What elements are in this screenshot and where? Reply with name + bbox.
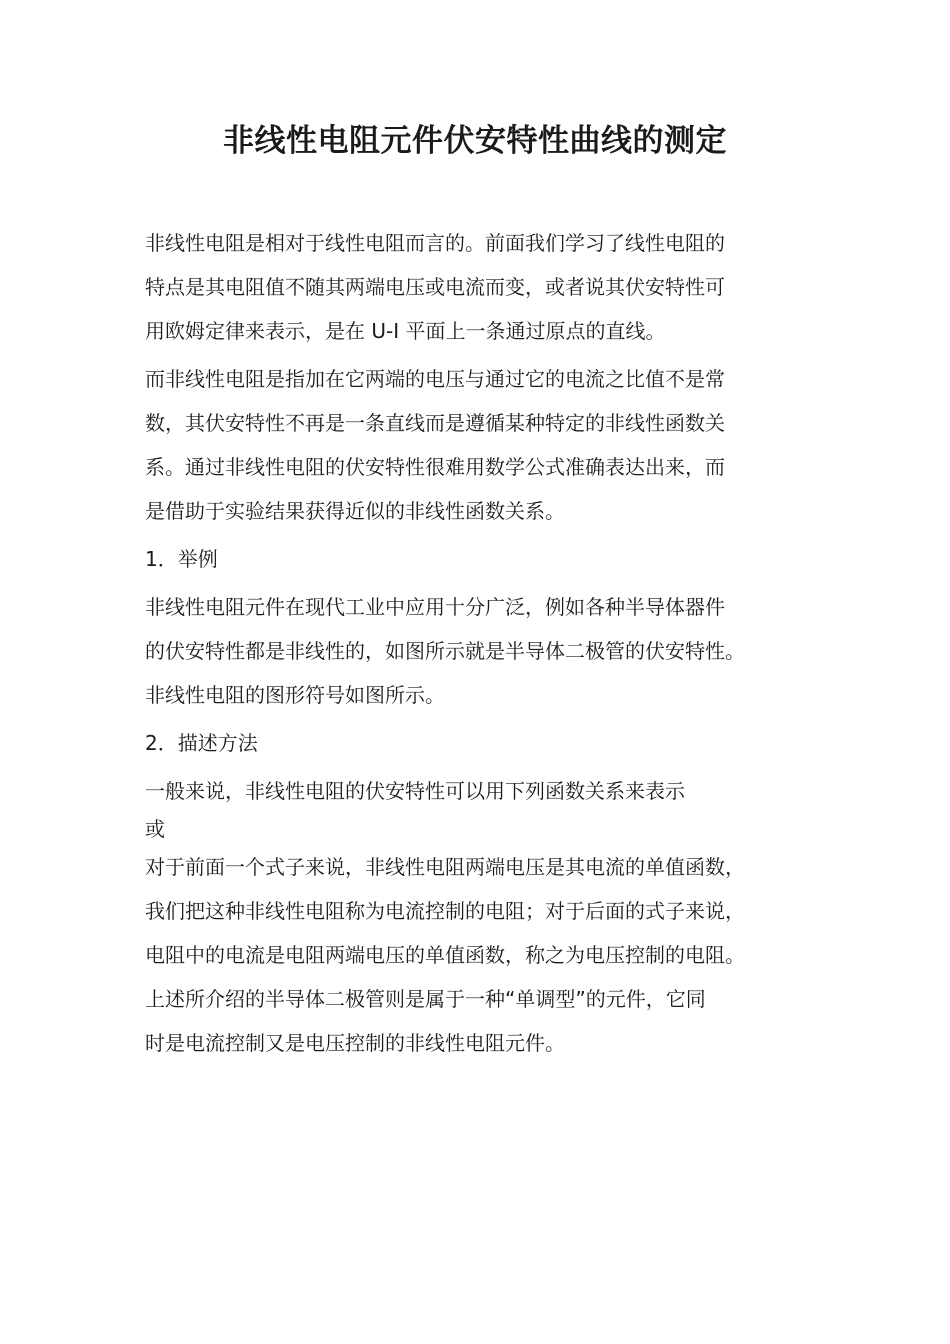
paragraph-line: 特点是其电阻值不随其两端电压或电流而变，或者说其伏安特性可 [145,275,725,299]
document-title: 非线性电阻元件伏安特性曲线的测定 [223,123,727,159]
paragraph-line: 上述所介绍的半导体二极管则是属于一种“单调型”的元件，它同 [145,987,706,1011]
paragraph-intro [145,228,810,346]
paragraph-line: 而非线性电阻是指加在它两端的电压与通过它的电流之比值不是常 [145,367,725,391]
paragraph-line: 是借助于实验结果获得近似的非线性函数关系。 [145,499,565,523]
paragraph-control-types [145,852,810,1058]
paragraph-line: 对于前面一个式子来说，非线性电阻两端电压是其电流的单值函数， [145,855,745,879]
section-heading: 2．描述方法 [145,731,258,755]
document-body [145,228,810,1058]
paragraph-line: 非线性电阻元件在现代工业中应用十分广泛，例如各种半导体器件 [145,595,725,619]
paragraph-line: 一般来说，非线性电阻的伏安特性可以用下列函数关系来表示 [145,779,685,803]
paragraph-line: 系。通过非线性电阻的伏安特性很难用数学公式准确表达出来，而 [145,455,725,479]
section-heading-example [145,544,810,574]
paragraph-function-relation [145,776,810,844]
paragraph-line: 数，其伏安特性不再是一条直线而是遵循某种特定的非线性函数关 [145,411,725,435]
section-heading-method [145,728,810,758]
paragraph-line: 我们把这种非线性电阻称为电流控制的电阻；对于后面的式子来说， [145,899,745,923]
paragraph-line: 或 [145,817,165,841]
section-heading: 1．举例 [145,547,218,571]
paragraph-line: 时是电流控制又是电压控制的非线性电阻元件。 [145,1031,565,1055]
paragraph-line: 用欧姆定律来表示，是在 U-I 平面上一条通过原点的直线。 [145,319,666,343]
paragraph-line: 非线性电阻是相对于线性电阻而言的。前面我们学习了线性电阻的 [145,231,725,255]
paragraph-nonlinear-definition [145,364,810,526]
paragraph-example [145,592,810,710]
paragraph-line: 电阻中的电流是电阻两端电压的单值函数，称之为电压控制的电阻。 [145,943,745,967]
paragraph-line: 非线性电阻的图形符号如图所示。 [145,683,445,707]
paragraph-line: 的伏安特性都是非线性的，如图所示就是半导体二极管的伏安特性。 [145,639,745,663]
